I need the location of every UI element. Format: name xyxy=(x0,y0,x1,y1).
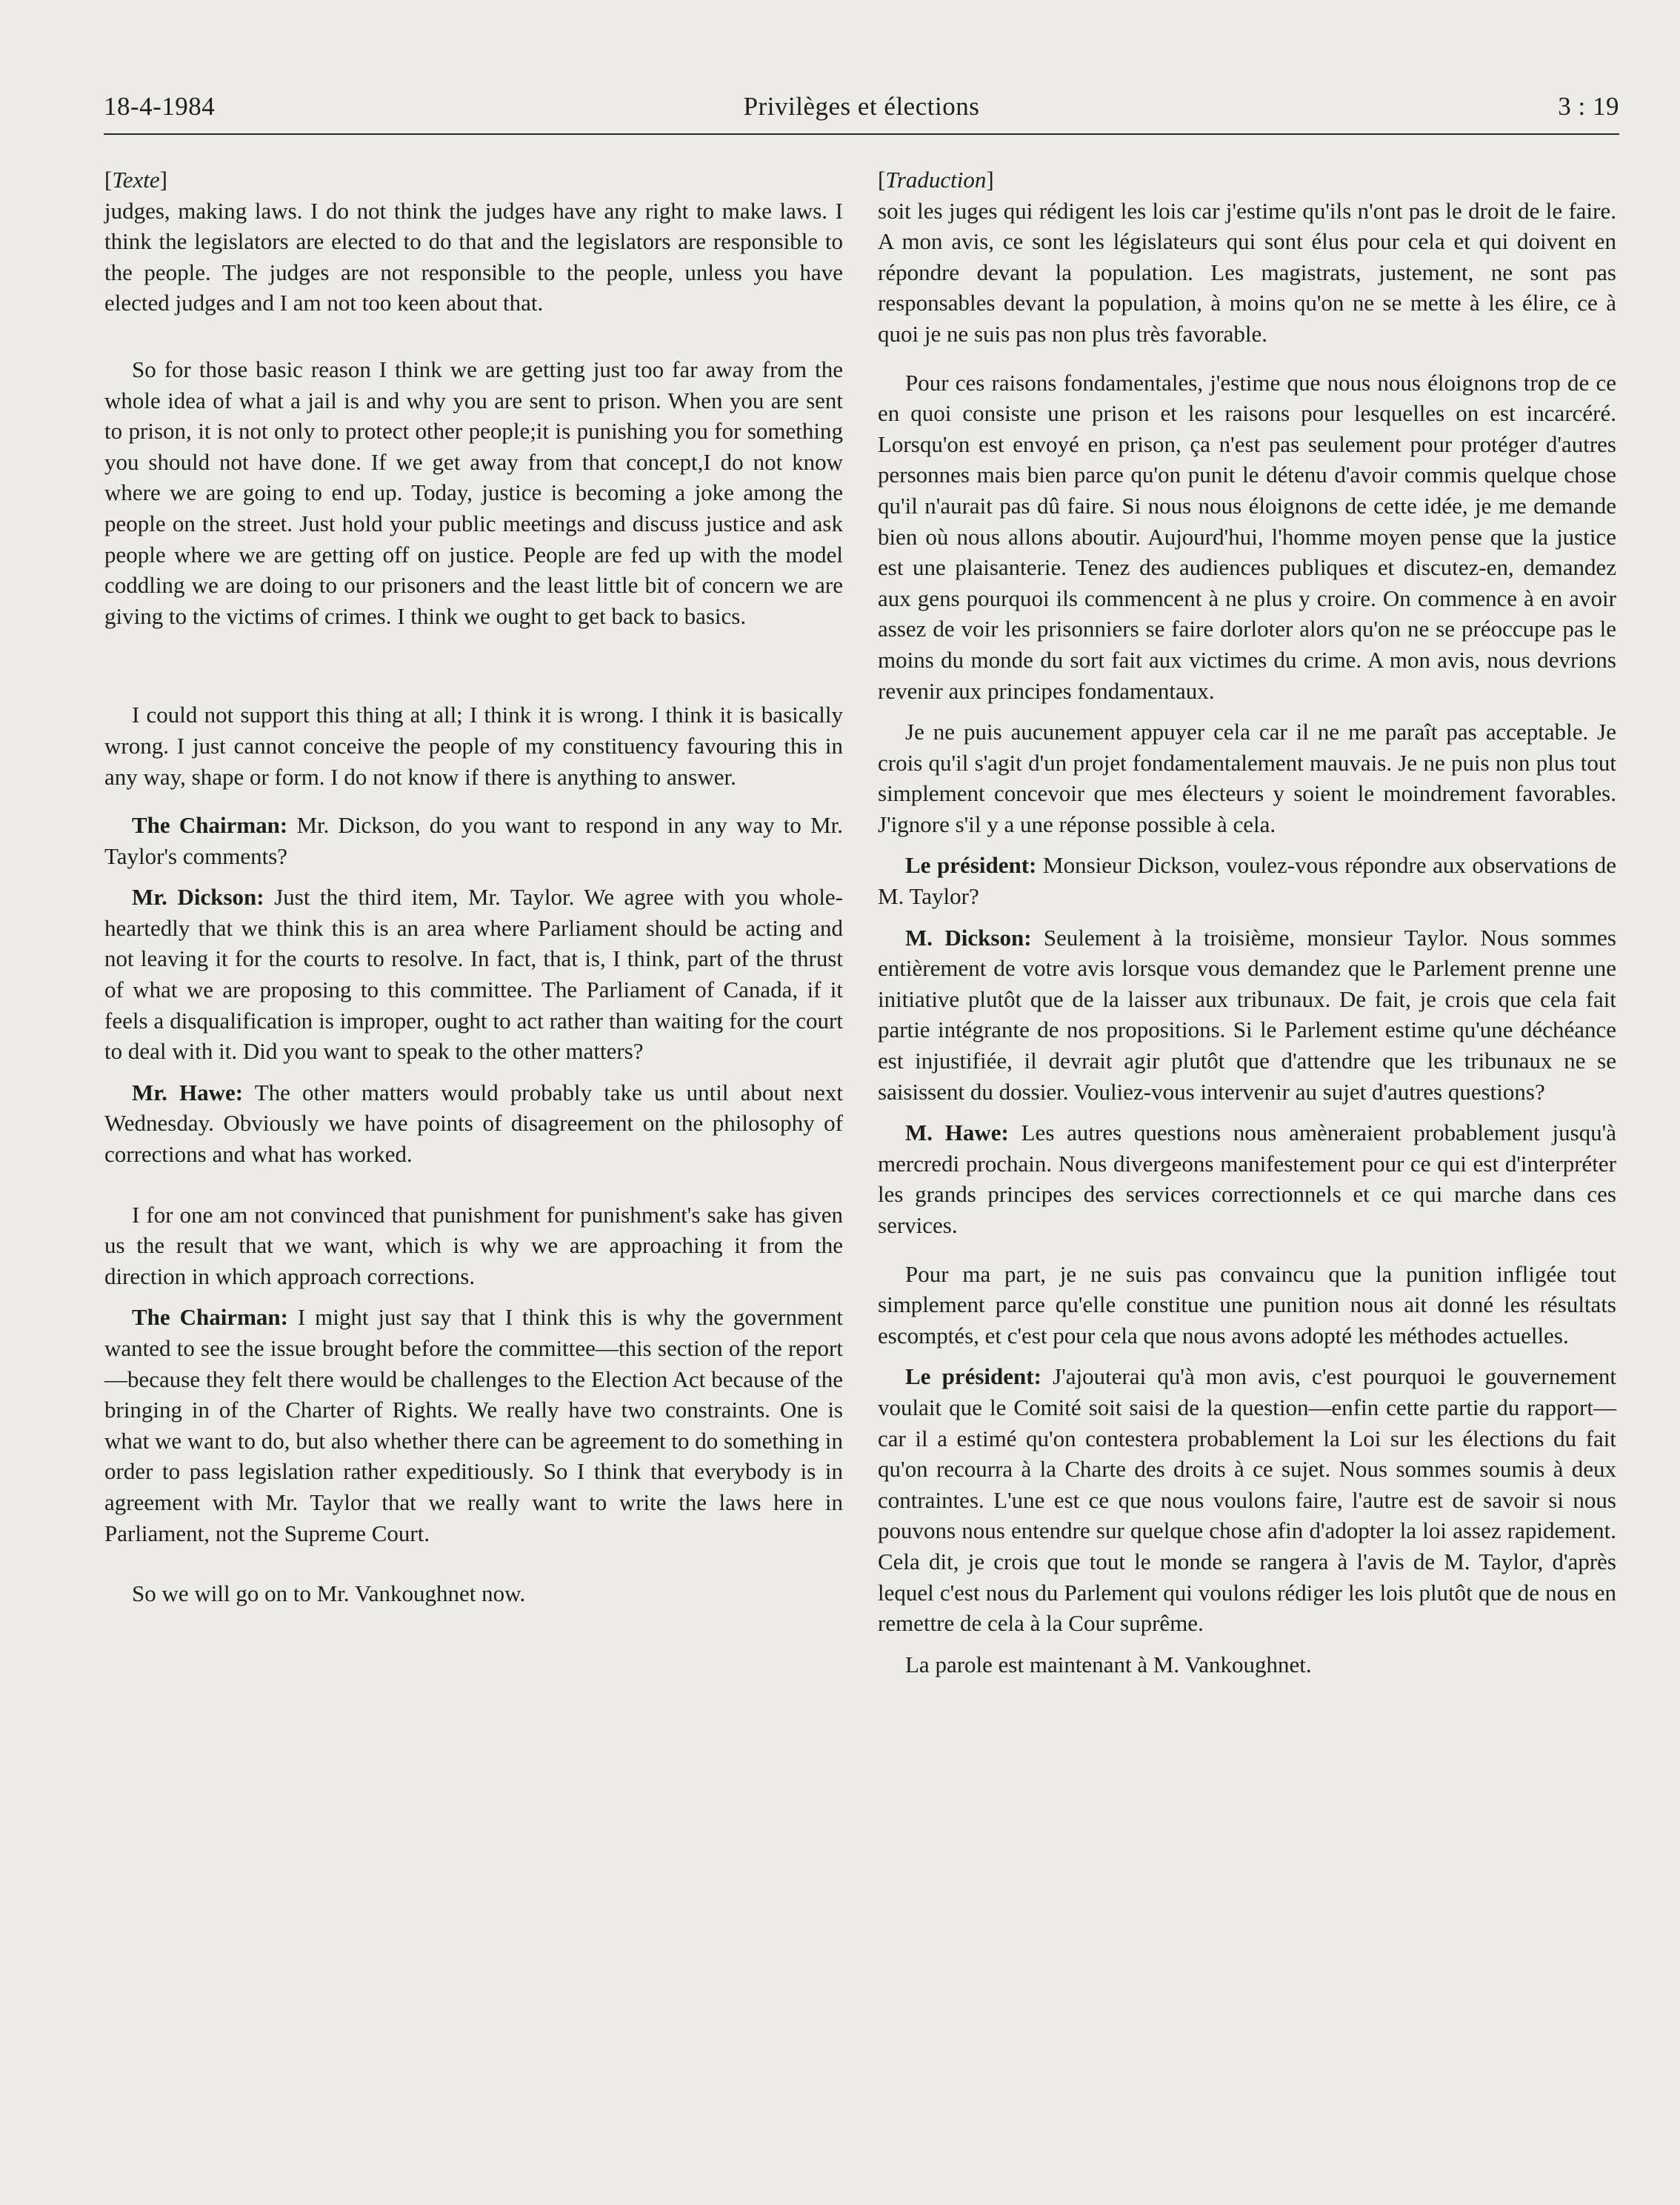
paragraph: Pour ces raisons fondamentales, j'estime que nous nous éloignons trop de ce en quoi consiste une prison et les raisons pour lesquelles on est incarcéré. Lorsqu'on est envoyé en prison, ça n'est pas seulement pour protéger d'autres personnes mais bien parce qu'on punit le détenu d'avoir commis quelque chose qu'il n'aurait pas dû faire. Si nous nous éloignons de cette idée, je me demande bien où nous allons aboutir. Aujourd'hui, l'homme moyen pense que la justice est une plaisanterie. Tenez des audiences publiques et discutez-en, demandez aux gens pourquoi ils commencent à ne plus y croire. On commence à en avoir assez de voir les prisonniers se faire dorloter alors qu'on ne se préoccupe pas le moins du monde du sort fait aux victimes du crime. A mon avis, nous devrions revenir aux principes fondamentaux. xyxy=(878,369,1616,704)
page-header xyxy=(104,87,1619,135)
speaker-name: Mr. Hawe: xyxy=(132,1079,244,1105)
paragraph: So for those basic reason I think we are getting just too far away from the whole idea of what a jail is and why you are sent to prison. When you are sent to prison, it is not only to protect other people;it is punishing you for something you should not have done. If we get away from that concept,I do not know where we are going to end up. Today, justice is becoming a joke among the people on the street. Just hold your public meetings and discuss justice and ask people where we are getting off on justice. People are fed up with the model coddling we are doing to our prisoners and the least little bit of concern we are giving to the victims of crimes. I think we ought to get back to basics. xyxy=(104,356,843,629)
speaker-paragraph: M. Dickson: Seulement à la troisième, monsieur Taylor. Nous sommes entièrement de votre avis lorsque vous demandez que le Parlement prenne une initiative plutôt que de la laisser aux tribunaux. De fait, je crois que cela fait partie intégrante de nos propositions. Si le Parlement estime qu'une déchéance est injustifiée, il devrait agir plutôt que d'attendre que les tribunaux ne se saisissent du dossier. Vouliez-vous intervenir au sujet d'autres questions? xyxy=(878,924,1616,1105)
column-label: [Texte] xyxy=(104,167,167,193)
speaker-name: The Chairman: xyxy=(132,1304,288,1331)
paragraph: Je ne puis aucunement appuyer cela car il ne me paraît pas acceptable. Je crois qu'il s'agit d'un projet fondamentalement mauvais. Je ne puis non plus tout simplement concevoir que mes électeurs y soient le moindrement favorables. J'ignore s'il y a une réponse possible à cela. xyxy=(878,719,1616,837)
paragraph: La parole est maintenant à M. Vankoughnet. xyxy=(905,1651,1312,1677)
speaker-paragraph: Mr. Hawe: The other matters would probably take us until about next Wednesday. Obviously we have points of disagreement on the philosophy of corrections and what has worked. xyxy=(104,1079,843,1168)
header-title: Privilèges et élections xyxy=(743,92,980,121)
french-column xyxy=(878,164,1616,1680)
paragraph: I for one am not convinced that punishment for punishment's sake has given us the result that we want, which is why we are approaching it from the direction in which approach corrections. xyxy=(104,1201,843,1289)
speaker-paragraph: Le président: J'ajouterai qu'à mon avis, c'est pourquoi le gouvernement voulait que le Comité soit saisi de la question—enfin cette partie du rapport—car il a estimé qu'on contestera probablement la Loi sur les élections du fait qu'on recourra à la Charte des droits à ce sujet. Nous sommes soumis à deux contraintes. L'une est ce que nous voulons faire, l'autre est de savoir si nous pouvons nous entendre sur quelque chose afin d'adopter la loi assez rapidement. Cela dit, je crois que tout le monde se rangera à l'avis de M. Taylor, d'après lequel c'est nous du Parlement qui voulons rédiger les lois plutôt que de nous en remettre de cela à la Cour suprême. xyxy=(878,1363,1617,1637)
speaker-name: Le président: xyxy=(905,852,1037,879)
header-date: 18-4-1984 xyxy=(104,92,216,121)
speaker-paragraph: Mr. Dickson: Just the third item, Mr. Taylor. We agree with you whole-heartedly that we think this is an area where Parliament should be acting and not leaving it for the courts to resolve. In fact, that is, I think, part of the thrust of what we are proposing to this committee. The Parliament of Canada, if it feels a disqualification is improper, ought to act rather than waiting for the court to deal with it. Did you want to speak to the other matters? xyxy=(104,884,844,1065)
paragraph: I could not support this thing at all; I think it is wrong. I think it is basically wrong. I just cannot conceive the people of my constituency favouring this in any way, shape or form. I do not know if there is anything to answer. xyxy=(104,702,843,790)
header-page-number: 3 : 19 xyxy=(1558,92,1619,121)
column-label: [Traduction] xyxy=(878,167,994,193)
speaker-name: M. Dickson: xyxy=(905,924,1032,951)
speaker-paragraph: Le président: Monsieur Dickson, voulez-vous répondre aux observations de M. Taylor? xyxy=(878,852,1617,910)
paragraph: soit les juges qui rédigent les lois car j'estime qu'ils n'ont pas le droit de le faire. A mon avis, ce sont les législateurs qui sont élus pour cela et qui doivent en répondre devant la population. Les magistrats, justement, ne sont pas responsables devant la population, à moins qu'on ne se mette à les élire, ce à quoi je ne suis pas non plus très favorable. xyxy=(878,197,1616,347)
speaker-name: M. Hawe: xyxy=(905,1120,1009,1146)
speaker-paragraph: M. Hawe: Les autres questions nous amèneraient probablement jusqu'à mercredi prochain. Nous divergeons manifestement pour ce qui est d'interpréter les grands principes des services correctionnels et ce qui marche dans ces services. xyxy=(878,1120,1617,1238)
speaker-name: Mr. Dickson: xyxy=(132,884,264,911)
speaker-paragraph: The Chairman: Mr. Dickson, do you want to respond in any way to Mr. Taylor's comments? xyxy=(104,812,843,869)
english-column xyxy=(104,164,843,1609)
paragraph: judges, making laws. I do not think the judges have any right to make laws. I think the legislators are elected to do that and the legislators are responsible to the people. The judges are not responsible to the people, unless you have elected judges and I am not too keen about that. xyxy=(104,197,843,316)
paragraph: Pour ma part, je ne suis pas convaincu que la punition infligée tout simplement parce qu'elle constitue une punition nous ait donné les résultats escomptés, et c'est pour cela que nous avons adopté les méthodes actuelles. xyxy=(878,1260,1616,1348)
speaker-name: The Chairman: xyxy=(132,812,288,839)
speaker-name: Le président: xyxy=(905,1363,1041,1390)
paragraph: So we will go on to Mr. Vankoughnet now. xyxy=(132,1580,526,1607)
speaker-paragraph: The Chairman: I might just say that I think this is why the government wanted to see the issue brought before the committee—this section of the report—because they felt there would be challenges to the Election Act because of the bringing in of the Charter of Rights. We really have two constraints. One is what we want to do, but also whether there can be agreement to do something in order to pass legislation rather expeditiously. So I think that everybody is in agreement with Mr. Taylor that we really want to write the laws here in Parliament, not the Supreme Court. xyxy=(104,1304,844,1546)
